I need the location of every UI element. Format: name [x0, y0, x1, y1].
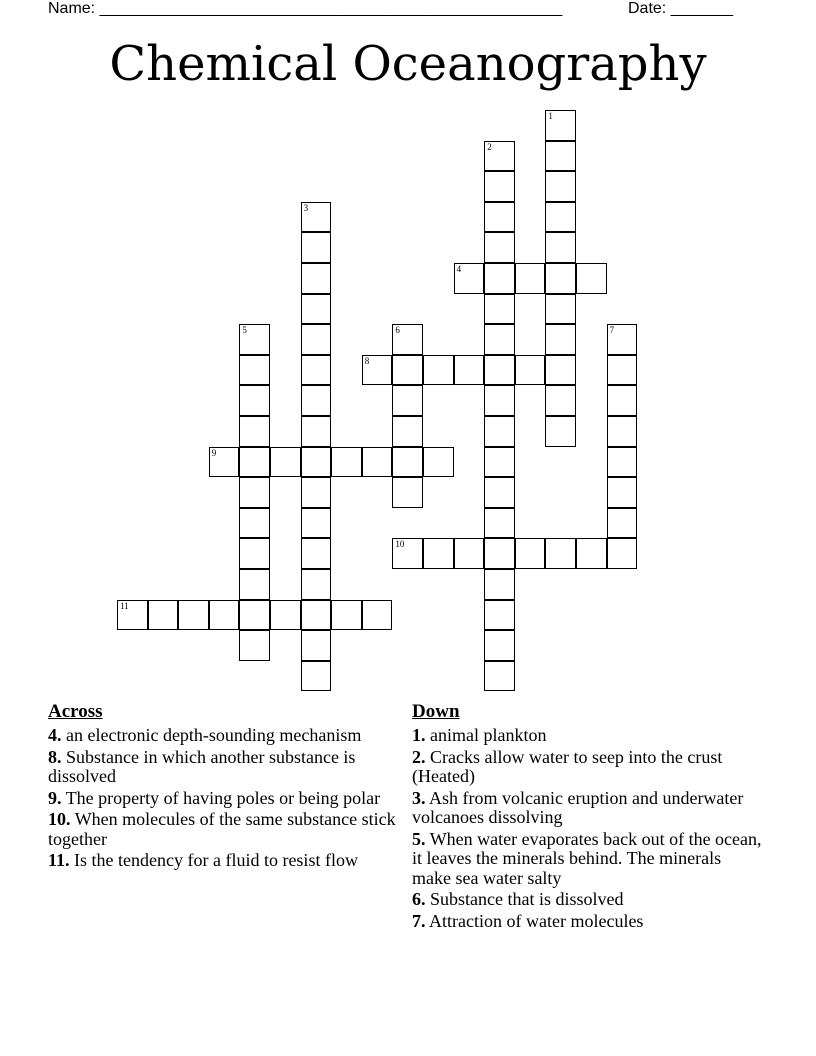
- clue-down-3: [412, 789, 762, 828]
- grid-cell[interactable]: [301, 324, 332, 355]
- grid-cell[interactable]: [607, 477, 638, 508]
- clue-number-label: 11: [120, 600, 129, 611]
- grid-cell[interactable]: [239, 385, 270, 416]
- clue-number-label: 5: [242, 325, 247, 336]
- grid-cell[interactable]: [484, 202, 515, 233]
- clue-text: When water evaporates back out of the ocean, it leaves the minerals behind. The minerals make sea water salty: [412, 828, 762, 888]
- grid-cell[interactable]: [331, 600, 362, 631]
- grid-cell[interactable]: [362, 600, 393, 631]
- grid-cell[interactable]: [484, 538, 515, 569]
- grid-cell[interactable]: [545, 324, 576, 355]
- page-title: Chemical Oceanography: [109, 36, 707, 92]
- clue-number: 2.: [412, 746, 426, 767]
- grid-cell[interactable]: [607, 508, 638, 539]
- grid-cell[interactable]: [362, 355, 393, 386]
- grid-cell[interactable]: [545, 263, 576, 294]
- grid-cell[interactable]: [454, 355, 485, 386]
- grid-cell[interactable]: [545, 416, 576, 447]
- grid-cell[interactable]: [484, 294, 515, 325]
- clue-text: When molecules of the same substance stick together: [48, 809, 396, 849]
- clue-number: 1.: [412, 725, 426, 745]
- grid-cell[interactable]: [392, 385, 423, 416]
- clue-text: an electronic depth-sounding mechanism: [66, 725, 362, 745]
- clue-number-label: 10: [395, 539, 405, 550]
- grid-cell[interactable]: [301, 630, 332, 661]
- clue-text: animal plankton: [430, 725, 547, 745]
- grid-cell[interactable]: [484, 661, 515, 692]
- grid-cell[interactable]: [484, 416, 515, 447]
- clue-across-8: [48, 748, 398, 787]
- clue-number-label: 2: [487, 141, 492, 152]
- clue-number: 7.: [412, 910, 426, 931]
- grid-cell[interactable]: [209, 447, 240, 478]
- grid-cell[interactable]: [239, 447, 270, 478]
- grid-cell[interactable]: [515, 538, 546, 569]
- grid-cell[interactable]: [239, 477, 270, 508]
- grid-cell[interactable]: [545, 232, 576, 263]
- clue-text: Substance that is dissolved: [430, 889, 624, 909]
- grid-cell[interactable]: [545, 538, 576, 569]
- grid-cell[interactable]: [484, 600, 515, 631]
- grid-cell[interactable]: [392, 324, 423, 355]
- clue-number-label: 8: [364, 355, 370, 366]
- clue-number-label: 7: [609, 325, 615, 336]
- clue-down-1: [412, 726, 762, 746]
- clue-text: Ash from volcanic eruption and underwater volcanoes dissolving: [412, 787, 744, 827]
- clue-number: 10.: [48, 809, 71, 829]
- clue-down-7: [412, 912, 762, 932]
- grid-cell[interactable]: [301, 447, 332, 478]
- grid-cell[interactable]: [301, 538, 332, 569]
- grid-cell[interactable]: [392, 447, 423, 478]
- grid-cell[interactable]: [392, 416, 423, 447]
- grid-cell[interactable]: [515, 263, 546, 294]
- grid-cell[interactable]: [270, 600, 301, 631]
- grid-cell[interactable]: [545, 141, 576, 172]
- grid-cell[interactable]: [301, 263, 332, 294]
- grid-cell[interactable]: [423, 447, 454, 478]
- clue-across-9: [48, 789, 398, 809]
- grid-cell[interactable]: [484, 447, 515, 478]
- clue-text: The property of having poles or being polar: [65, 787, 381, 808]
- grid-cell[interactable]: [607, 447, 638, 478]
- across-heading: Across: [48, 701, 103, 722]
- grid-cell[interactable]: [484, 263, 515, 294]
- grid-cell[interactable]: [117, 600, 148, 631]
- grid-cell[interactable]: [392, 477, 423, 508]
- grid-cell[interactable]: [545, 385, 576, 416]
- grid-cell[interactable]: [545, 355, 576, 386]
- grid-cell[interactable]: [576, 538, 607, 569]
- grid-cell[interactable]: [423, 355, 454, 386]
- grid-cell[interactable]: [209, 600, 240, 631]
- clue-number-label: 3: [303, 202, 309, 213]
- grid-cell[interactable]: [301, 202, 332, 233]
- grid-cell[interactable]: [239, 630, 270, 661]
- clue-number: 8.: [48, 746, 62, 767]
- down-clues: [412, 702, 762, 933]
- grid-cell[interactable]: [423, 538, 454, 569]
- grid-cell[interactable]: [545, 294, 576, 325]
- grid-cell[interactable]: [301, 385, 332, 416]
- grid-cell[interactable]: [239, 508, 270, 539]
- grid-cell[interactable]: [239, 569, 270, 600]
- clue-number: 11.: [48, 850, 70, 870]
- grid-cell[interactable]: [331, 447, 362, 478]
- clue-text: Is the tendency for a fluid to resist flow: [74, 850, 358, 870]
- clue-down-2: [412, 748, 762, 787]
- name-field-label: Name: ____________________________________________________: [48, 0, 563, 17]
- grid-cell[interactable]: [301, 477, 332, 508]
- across-clues: [48, 702, 398, 873]
- grid-cell[interactable]: [484, 171, 515, 202]
- clue-number: 3.: [412, 787, 426, 808]
- clue-number-label: 1: [548, 111, 553, 121]
- clue-text: Attraction of water molecules: [429, 910, 644, 931]
- clue-number-label: 6: [395, 325, 400, 336]
- grid-cell[interactable]: [545, 110, 576, 141]
- grid-cell[interactable]: [545, 202, 576, 233]
- grid-cell[interactable]: [239, 416, 270, 447]
- clue-number: 9.: [48, 787, 62, 808]
- grid-cell[interactable]: [607, 416, 638, 447]
- grid-cell[interactable]: [239, 538, 270, 569]
- grid-cell[interactable]: [239, 600, 270, 631]
- grid-cell[interactable]: [454, 538, 485, 569]
- grid-cell[interactable]: [392, 355, 423, 386]
- grid-cell[interactable]: [484, 569, 515, 600]
- down-heading: Down: [412, 701, 460, 722]
- grid-cell[interactable]: [301, 416, 332, 447]
- grid-cell[interactable]: [484, 477, 515, 508]
- grid-cell[interactable]: [484, 508, 515, 539]
- grid-cell[interactable]: [301, 355, 332, 386]
- grid-cell[interactable]: [484, 141, 515, 172]
- clue-across-10: [48, 810, 398, 849]
- clue-across-11: [48, 851, 398, 871]
- grid-cell[interactable]: [607, 385, 638, 416]
- clue-down-6: [412, 890, 762, 910]
- grid-cell[interactable]: [301, 600, 332, 631]
- clue-text: Cracks allow water to seep into the crust (Heated): [412, 746, 723, 786]
- grid-cell[interactable]: [148, 600, 179, 631]
- clue-text: Substance in which another substance is dissolved: [48, 746, 356, 786]
- clue-across-4: [48, 726, 398, 746]
- grid-cell[interactable]: [454, 263, 485, 294]
- grid-cell[interactable]: [270, 447, 301, 478]
- grid-cell[interactable]: [607, 324, 638, 355]
- grid-cell[interactable]: [362, 447, 393, 478]
- grid-cell[interactable]: [515, 355, 546, 386]
- clue-number-label: 4: [456, 264, 462, 274]
- grid-cell[interactable]: [607, 355, 638, 386]
- grid-cell[interactable]: [239, 324, 270, 355]
- clue-number: 4.: [48, 725, 62, 745]
- grid-cell[interactable]: [576, 263, 607, 294]
- grid-cell[interactable]: [239, 355, 270, 386]
- grid-cell[interactable]: [484, 385, 515, 416]
- grid-cell[interactable]: [545, 171, 576, 202]
- grid-cell[interactable]: [301, 294, 332, 325]
- grid-cell[interactable]: [301, 569, 332, 600]
- clue-number: 6.: [412, 889, 426, 909]
- grid-cell[interactable]: [301, 508, 332, 539]
- clue-down-5: [412, 830, 762, 889]
- grid-cell[interactable]: [392, 538, 423, 569]
- grid-cell[interactable]: [484, 324, 515, 355]
- clue-number: 5.: [412, 828, 426, 849]
- grid-cell[interactable]: [607, 538, 638, 569]
- grid-cell[interactable]: [484, 232, 515, 263]
- grid-cell[interactable]: [301, 232, 332, 263]
- grid-cell[interactable]: [301, 661, 332, 692]
- grid-cell[interactable]: [484, 630, 515, 661]
- date-field-label: Date: _______: [628, 0, 733, 17]
- clue-number-label: 9: [211, 447, 217, 458]
- grid-cell[interactable]: [178, 600, 209, 631]
- grid-cell[interactable]: [484, 355, 515, 386]
